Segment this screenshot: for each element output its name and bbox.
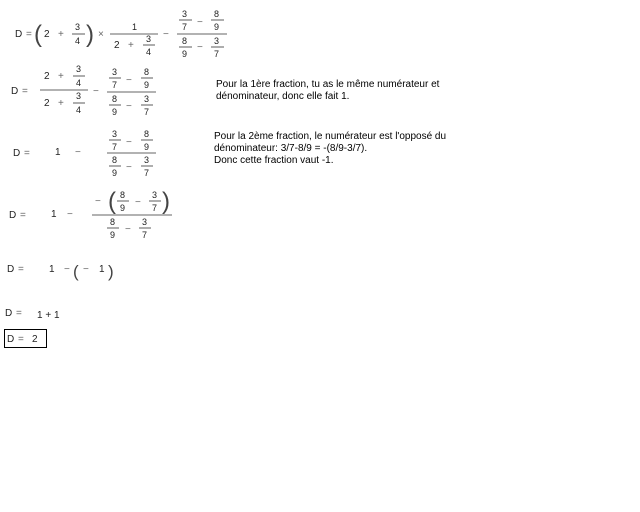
right-paren: ) — [86, 21, 94, 48]
minus-sign: − — [75, 147, 81, 158]
minus-sign: − — [126, 137, 132, 148]
equals-sign: = — [24, 148, 30, 159]
number: 1 — [55, 147, 61, 158]
numerator: 8 — [112, 155, 118, 165]
note-second-fraction: Pour la 2ème fraction, le numérateur est l'opposé du dénominateur: 3/7-8/9 = -(8/9-3/7). Donc cette fraction vaut -1. — [214, 131, 447, 166]
right-paren: ) — [108, 262, 114, 281]
numerator: 8 — [120, 190, 126, 200]
minus-sign: − — [126, 75, 132, 86]
denominator: 9 — [144, 80, 150, 90]
denominator: 4 — [76, 105, 82, 115]
d-label: D — [11, 86, 19, 97]
numerator: 8 — [110, 217, 116, 227]
equals-sign: = — [26, 29, 32, 40]
equals-sign: = — [18, 264, 24, 275]
numerator: 3 — [182, 9, 188, 19]
minus-sign: − — [197, 17, 203, 28]
denominator: 9 — [112, 107, 118, 117]
plus-sign: + — [58, 71, 64, 82]
numerator: 3 — [76, 64, 82, 74]
minus-sign: − — [64, 264, 70, 275]
numerator: 3 — [152, 190, 158, 200]
equals-sign: = — [22, 86, 28, 97]
minus-sign: − — [125, 224, 131, 235]
number: 2 — [114, 40, 120, 51]
d-label: D — [7, 334, 15, 345]
minus-sign: − — [95, 196, 101, 207]
equals-sign: = — [20, 210, 26, 221]
minus-sign: − — [126, 101, 132, 112]
note-first-fraction: Pour la 1ère fraction, tu as le même numérateur et dénominateur, donc elle fait 1. — [216, 79, 440, 102]
numerator: 3 — [112, 129, 118, 139]
step-6 — [5, 308, 60, 321]
denominator: 9 — [112, 168, 118, 178]
denominator: 4 — [76, 78, 82, 88]
numerator: 8 — [112, 94, 118, 104]
numerator: 3 — [144, 94, 150, 104]
denominator: 7 — [142, 230, 148, 240]
sum-expression: 1 + 1 — [37, 310, 60, 321]
numerator: 3 — [146, 34, 152, 44]
left-paren: ( — [34, 21, 42, 48]
plus-sign: + — [58, 29, 64, 40]
denominator: 7 — [214, 49, 220, 59]
numerator: 8 — [182, 36, 188, 46]
step-3 — [13, 129, 156, 178]
left-paren: ( — [73, 262, 79, 281]
denominator: 7 — [144, 107, 150, 117]
step-2 — [11, 64, 156, 117]
numerator: 1 — [132, 22, 138, 32]
denominator: 7 — [144, 168, 150, 178]
minus-sign: − — [163, 29, 169, 40]
d-label: D — [5, 308, 13, 319]
denominator: 9 — [120, 203, 126, 213]
denominator: 9 — [214, 22, 220, 32]
denominator: 4 — [146, 47, 152, 57]
denominator: 9 — [144, 142, 150, 152]
d-label: D — [7, 264, 15, 275]
denominator: 7 — [112, 142, 118, 152]
plus-sign: + — [58, 98, 64, 109]
d-label: D — [9, 210, 17, 221]
numerator: 3 — [142, 217, 148, 227]
denominator: 4 — [75, 36, 81, 46]
numerator: 8 — [144, 129, 150, 139]
minus-sign: − — [135, 197, 141, 208]
step-5 — [7, 262, 114, 281]
minus-sign: − — [197, 42, 203, 53]
step-1 — [15, 9, 227, 59]
numerator: 3 — [214, 36, 220, 46]
number: 2 — [44, 71, 50, 82]
times-sign: × — [98, 29, 104, 40]
denominator: 7 — [152, 203, 158, 213]
final-result — [5, 330, 47, 348]
numerator: 3 — [112, 67, 118, 77]
d-label: D — [13, 148, 21, 159]
denominator: 9 — [182, 49, 188, 59]
numerator: 3 — [144, 155, 150, 165]
numerator: 8 — [214, 9, 220, 19]
right-paren: ) — [162, 188, 170, 215]
numerator: 3 — [76, 91, 82, 101]
number: 1 — [49, 264, 55, 275]
minus-sign: − — [67, 209, 73, 220]
minus-sign: − — [93, 86, 99, 97]
number: 2 — [44, 98, 50, 109]
left-paren: ( — [108, 188, 116, 215]
number: 2 — [44, 29, 50, 40]
result-value: 2 — [32, 334, 38, 345]
numerator: 3 — [75, 22, 81, 32]
equals-sign: = — [16, 308, 22, 319]
numerator: 8 — [144, 67, 150, 77]
denominator: 7 — [112, 80, 118, 90]
number: 1 — [51, 209, 57, 220]
number: 1 — [99, 264, 105, 275]
d-label: D — [15, 29, 23, 40]
step-4 — [9, 188, 172, 240]
minus-sign: − — [83, 264, 89, 275]
equals-sign: = — [18, 334, 24, 345]
denominator: 9 — [110, 230, 116, 240]
plus-sign: + — [128, 40, 134, 51]
minus-sign: − — [126, 162, 132, 173]
denominator: 7 — [182, 22, 188, 32]
